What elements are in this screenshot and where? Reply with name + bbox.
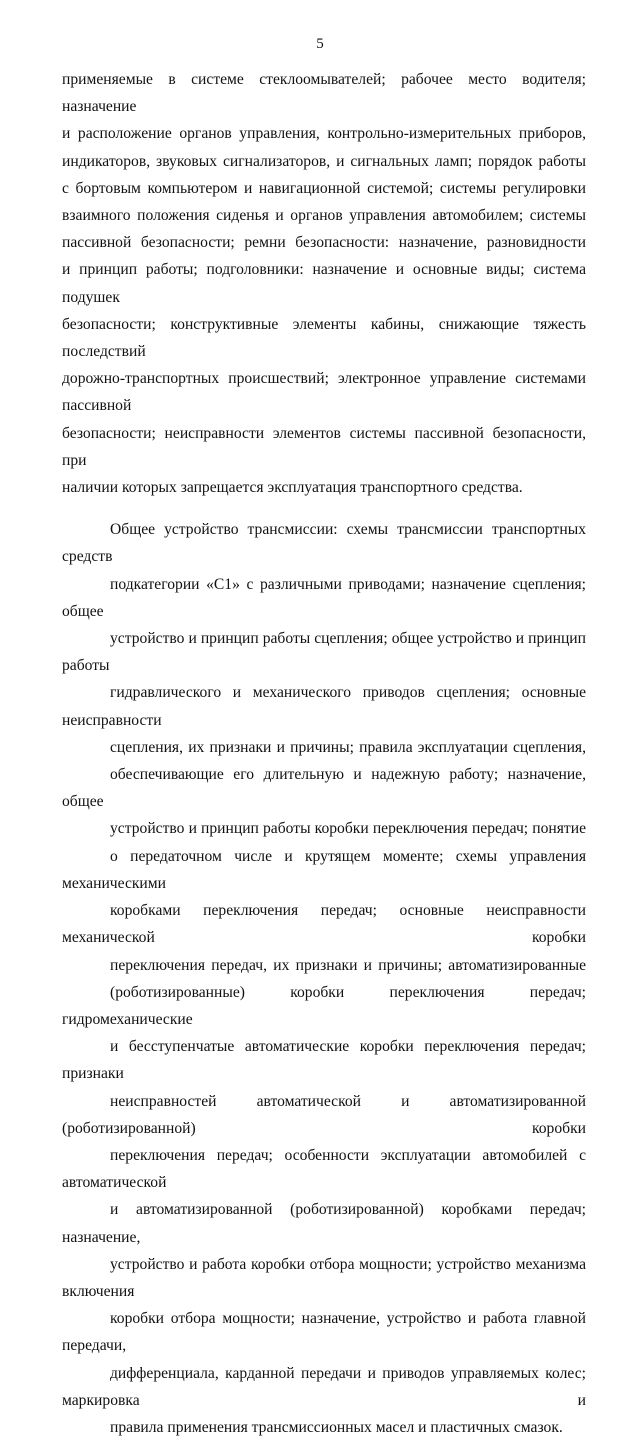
text-line: безопасности; конструктивные элементы кабины, снижающие тяжесть последствий (62, 315, 586, 361)
text-line: и бесступенчатые автоматические коробки переключения передач; признаки (62, 1038, 586, 1083)
text-line: и расположение органов управления, контрольно-измерительных приборов, (62, 125, 586, 143)
text-line: дорожно-транспортных происшествий; электронное управление системами пассивной (62, 370, 586, 415)
text-line: Общее устройство трансмиссии: схемы трансмиссии транспортных средств (62, 521, 586, 566)
text-line: применяемые в системе стеклоомывателей; рабочее место водителя; назначение (62, 71, 586, 116)
text-line: и автоматизированной (роботизированной) коробками передач; назначение, (62, 1201, 586, 1246)
text-line: индикаторов, звуковых сигнализаторов, и сигнальных ламп; порядок работы (62, 152, 586, 170)
text-line: переключения передач, их признаки и причины; автоматизированные (110, 956, 586, 974)
text-line: безопасности; неисправности элементов системы пассивной безопасности, при (62, 424, 586, 469)
paragraph-transmission (62, 516, 586, 1441)
text-line: наличии которых запрещается эксплуатация транспортного средства. (62, 479, 523, 497)
text-line: пассивной безопасности; ремни безопасности: назначение, разновидности (62, 234, 586, 252)
text-line: с бортовым компьютером и навигационной системой; системы регулировки (62, 179, 586, 197)
text-line: коробки отбора мощности; назначение, устройство и работа главной передачи, (62, 1310, 586, 1355)
text-line: устройство и принцип работы сцепления; общее устройство и принцип работы (62, 630, 586, 675)
text-line: и принцип работы; подголовники: назначение и основные виды; система подушек (62, 261, 586, 306)
page-number: 5 (316, 36, 324, 52)
text-line: подкатегории «C1» с различными приводами; назначение сцепления; общее (62, 575, 586, 620)
paragraph-transmission-intro (62, 66, 586, 501)
text-line: устройство и работа коробки отбора мощности; устройство механизма включения (62, 1255, 586, 1300)
text-line: переключения передач; особенности эксплуатации автомобилей с автоматической (62, 1146, 586, 1192)
text-line: правила применения трансмиссионных масел и пластичных смазок. (110, 1418, 563, 1436)
text-line: сцепления, их признаки и причины; правила эксплуатации сцепления, (110, 738, 586, 756)
text-line: (роботизированные) коробки переключения передач; гидромеханические (62, 983, 586, 1028)
text-line: гидравлического и механического приводов сцепления; основные неисправности (62, 684, 586, 729)
text-line: неисправностей автоматической и автоматизированной (роботизированной) коробки (62, 1092, 586, 1137)
text-line: устройство и принцип работы коробки переключения передач; понятие (110, 820, 586, 838)
text-line: взаимного положения сиденья и органов управления автомобилем; системы (62, 207, 586, 225)
text-line: коробками переключения передач; основные неисправности механической коробки (62, 902, 586, 947)
body-text (62, 66, 586, 1441)
text-line: о передаточном числе и крутящем моменте; схемы управления механическими (62, 847, 586, 892)
text-line: обеспечивающие его длительную и надежную работу; назначение, общее (62, 766, 586, 811)
text-line: дифференциала, карданной передачи и приводов управляемых колес; маркировка и (62, 1364, 586, 1409)
